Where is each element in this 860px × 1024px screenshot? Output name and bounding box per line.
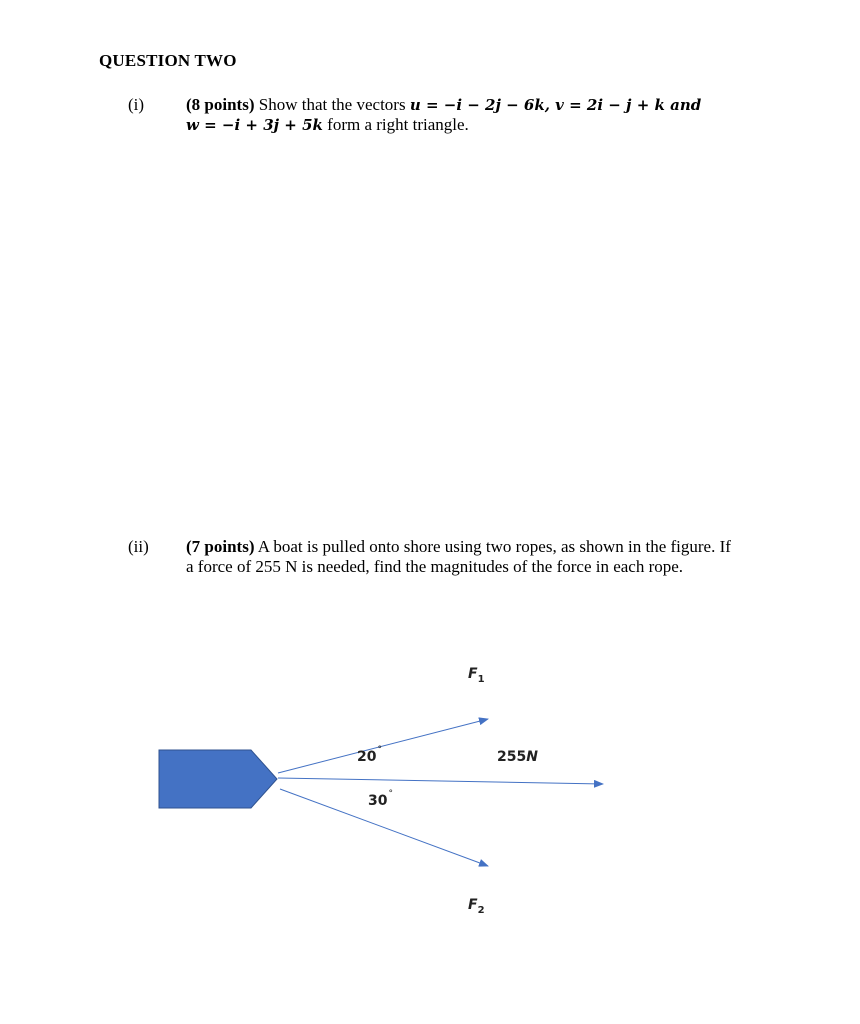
part-i-intro: Show that the vectors	[254, 95, 410, 114]
part-ii-line-1-text: A boat is pulled onto shore using two ropes, as shown in the figure. If	[254, 537, 731, 556]
part-i-vectors-uv: u = −i − 2j − 6k, v = 2i − j + k and	[409, 96, 702, 114]
resultant-label: 255N	[497, 749, 538, 765]
f2-label: $F_2$	[468, 897, 485, 916]
boat-shape	[159, 750, 277, 808]
rope-f1-arrow	[278, 719, 488, 773]
resultant-force-arrow	[278, 778, 603, 784]
part-ii-points: (7 points)	[186, 537, 255, 556]
part-i-outro: form a right triangle.	[322, 115, 469, 134]
part-ii-number: (ii)	[128, 537, 149, 556]
part-i-number: (i)	[128, 95, 145, 114]
part-i-vector-w: w = −i + 3j + 5k	[186, 116, 323, 134]
part-ii-line-2: a force of 255 N is needed, find the magnitudes of the force in each rope.	[186, 557, 684, 576]
angle-30-label: 30°	[368, 789, 393, 809]
f1-label: $F_1$	[468, 666, 485, 685]
angle-20-label: 20°	[357, 745, 382, 765]
question-heading: QUESTION TWO	[99, 51, 237, 70]
part-i-points: (8 points)	[186, 95, 255, 114]
